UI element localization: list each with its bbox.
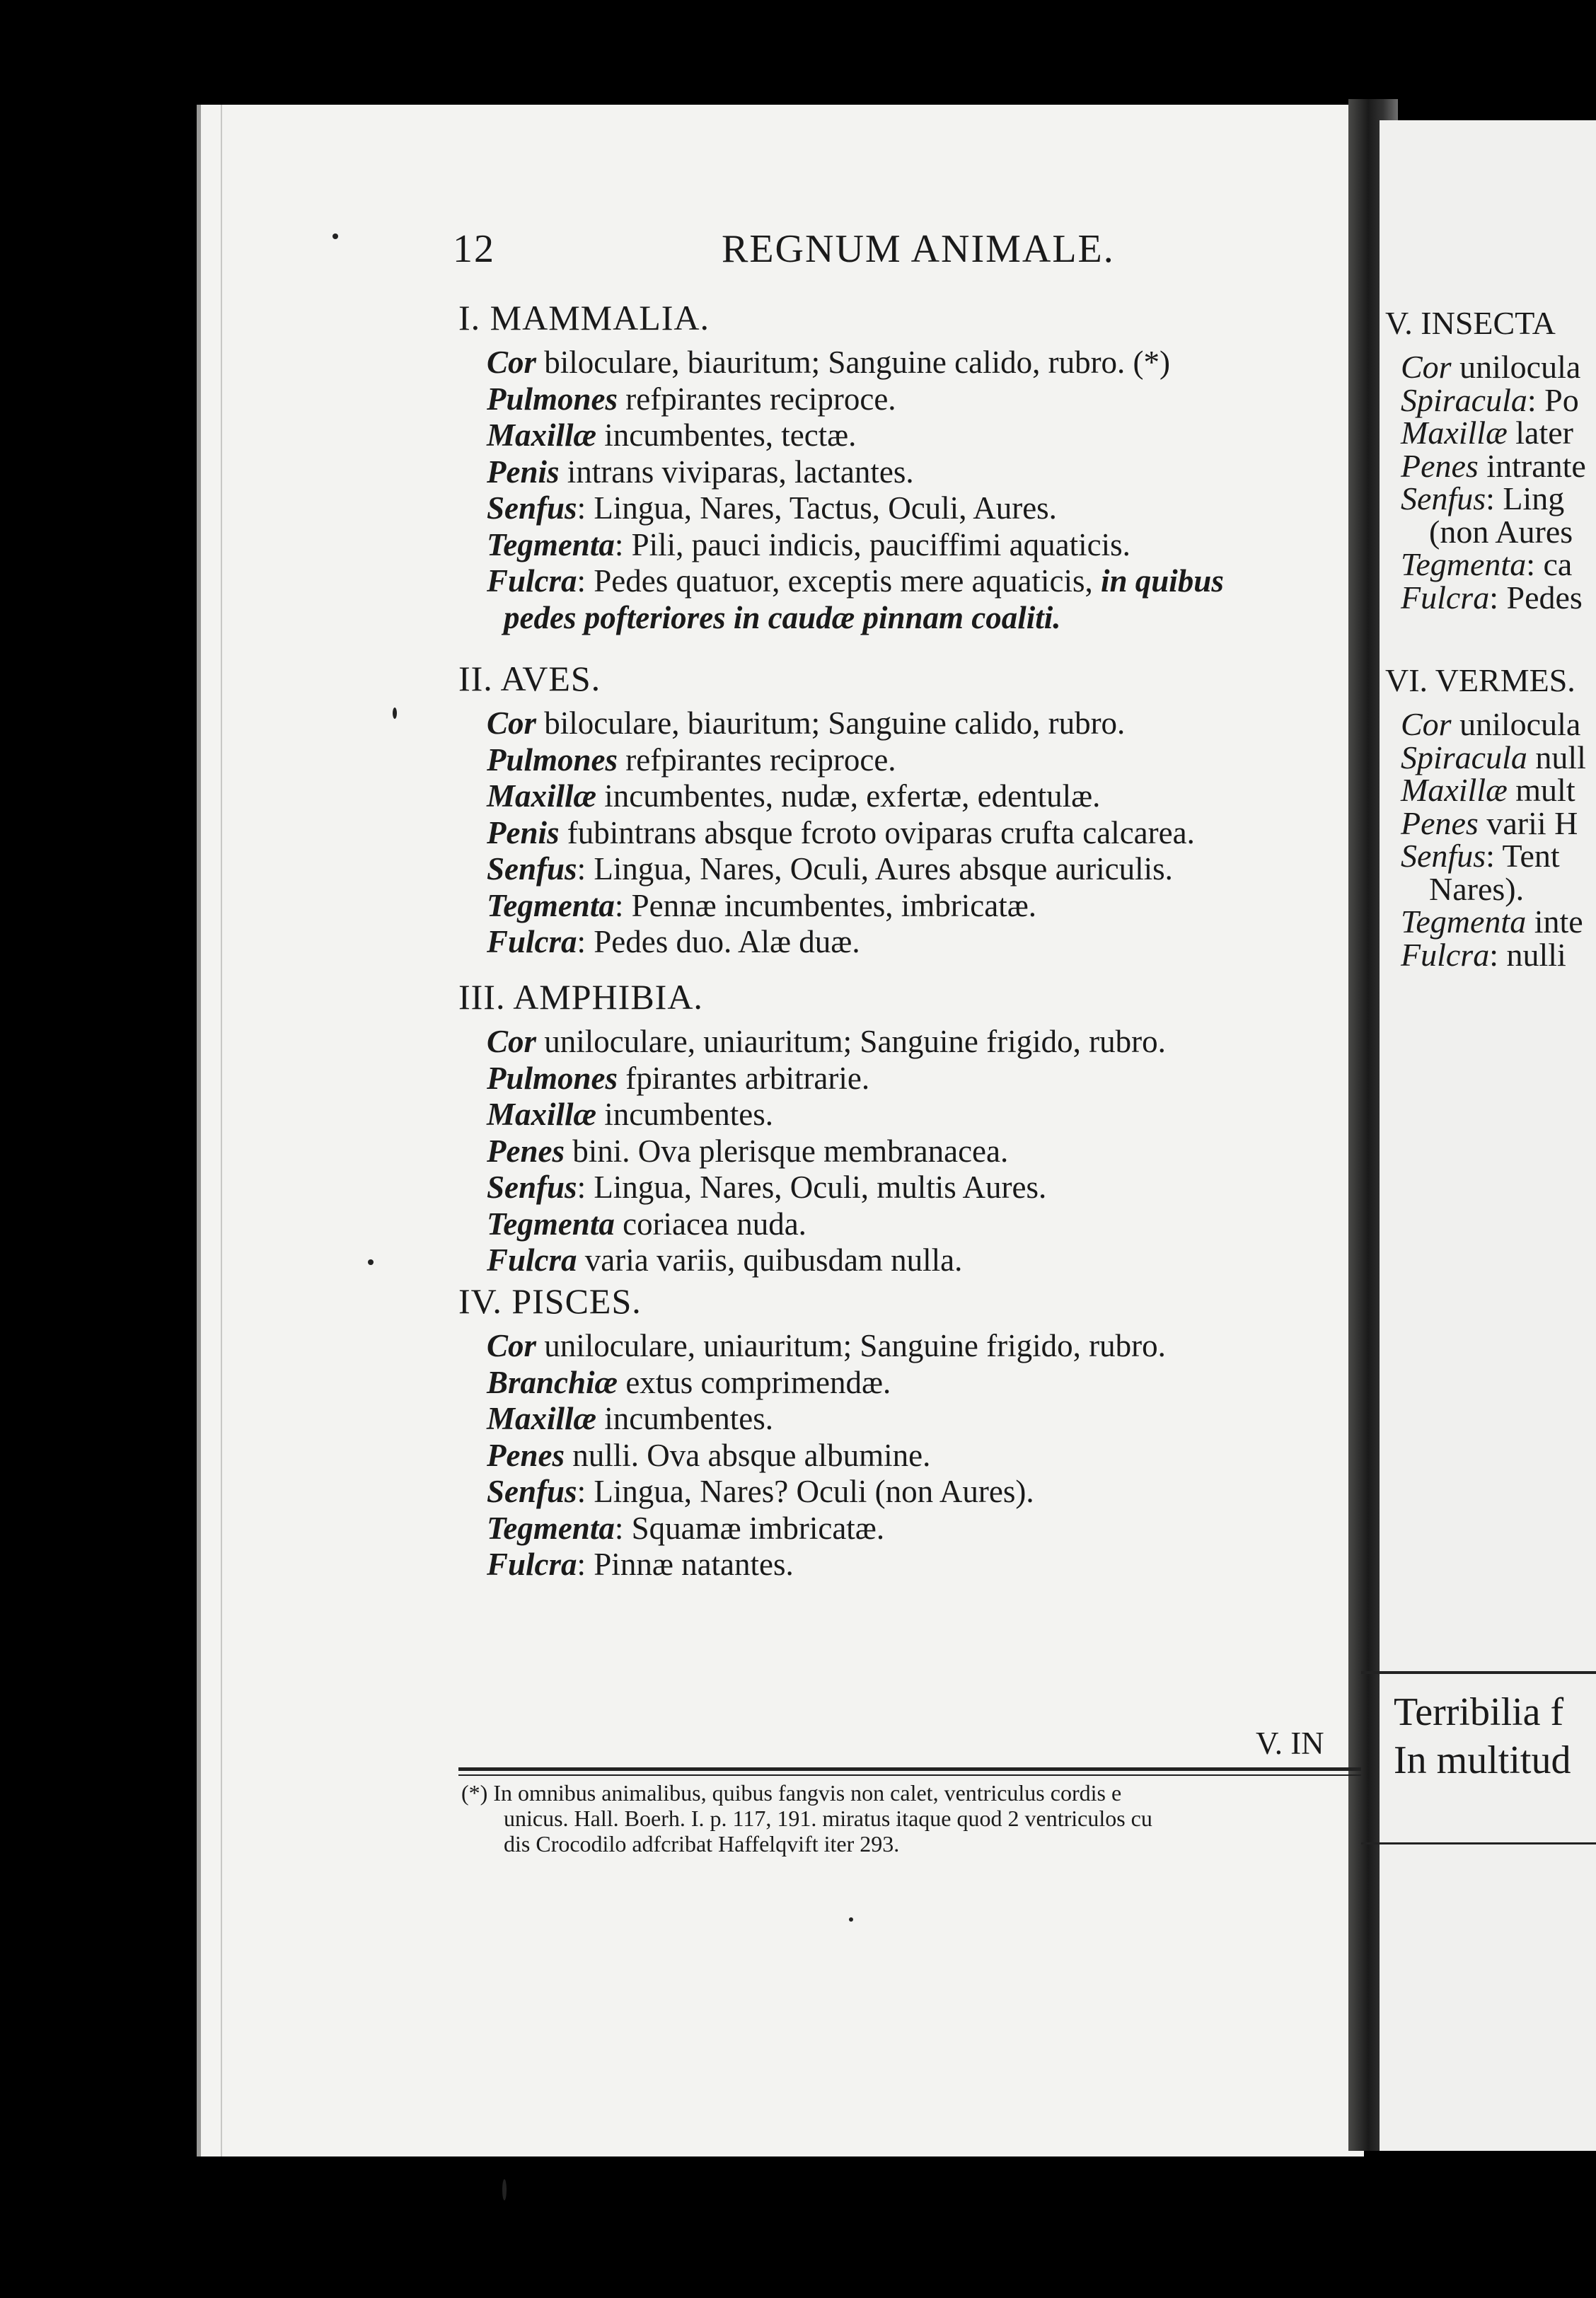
keyword: Cor bbox=[487, 345, 537, 380]
text-line bbox=[487, 1096, 773, 1133]
page-speck bbox=[332, 233, 338, 239]
line-text: biloculare, biauritum; Sanguine calido, rubro. bbox=[536, 705, 1126, 741]
right-keyword: Cor bbox=[1401, 349, 1452, 385]
right-keyword: Tegmenta bbox=[1401, 903, 1527, 940]
keyword: Maxillæ bbox=[487, 417, 597, 453]
line-text: : Squamæ imbricatæ. bbox=[614, 1510, 885, 1546]
text-line bbox=[487, 850, 1173, 887]
keyword: Tegmenta bbox=[487, 1510, 615, 1546]
right-keyword: Fulcra bbox=[1401, 936, 1490, 973]
right-keyword: Maxillæ bbox=[1401, 415, 1508, 451]
line-text: : Pedes quatuor, exceptis mere aquaticis, bbox=[577, 563, 1101, 599]
line-text: : Lingua, Nares, Tactus, Oculi, Aures. bbox=[577, 490, 1057, 526]
line-text: uniloculare, uniauritum; Sanguine frigido, rubro. bbox=[536, 1328, 1166, 1363]
right-line-text: mult bbox=[1507, 772, 1575, 808]
line-text: fubintrans absque fcroto oviparas crufta calcarea. bbox=[559, 814, 1195, 850]
keyword: Senfus bbox=[487, 851, 577, 887]
section-heading: III. AMPHIBIA. bbox=[458, 977, 703, 1017]
line-text: varia variis, quibusdam nulla. bbox=[577, 1242, 963, 1278]
right-line-text: inte bbox=[1526, 903, 1583, 940]
keyword: Pulmones bbox=[487, 741, 618, 778]
line-text: : Lingua, Nares? Oculi (non Aures). bbox=[577, 1474, 1034, 1509]
text-line bbox=[487, 705, 1125, 741]
right-keyword: Maxillæ bbox=[1401, 772, 1508, 808]
line-text: : Pinnæ natantes. bbox=[577, 1547, 794, 1582]
right-line-text: later bbox=[1507, 415, 1573, 451]
right-footnote-rule-bottom bbox=[1361, 1842, 1596, 1844]
keyword: Branchiæ bbox=[487, 1364, 618, 1400]
line-text: incumbentes, tectæ. bbox=[596, 417, 857, 453]
text-line bbox=[487, 1023, 1166, 1060]
right-keyword: Tegmenta bbox=[1401, 546, 1527, 582]
text-line bbox=[487, 1169, 1046, 1206]
text-line bbox=[487, 1242, 962, 1278]
text-line bbox=[487, 490, 1057, 526]
footnote-line: unicus. Hall. Boerh. I. p. 117, 191. miratus itaque quod 2 ventriculos cu bbox=[504, 1806, 1152, 1831]
keyword: Pulmones bbox=[487, 1060, 618, 1096]
text-line bbox=[487, 923, 860, 960]
text-line bbox=[487, 562, 1224, 599]
text-line bbox=[487, 1400, 773, 1437]
right-footnote-rule bbox=[1361, 1671, 1596, 1674]
right-text-line bbox=[1401, 837, 1560, 874]
text-line bbox=[487, 778, 1100, 814]
line-italic-tail: in quibus bbox=[1101, 563, 1224, 599]
text-line bbox=[487, 344, 1170, 381]
keyword: Tegmenta bbox=[487, 1206, 615, 1242]
right-keyword: Spiracula bbox=[1401, 739, 1527, 775]
section-heading: I. MAMMALIA. bbox=[458, 298, 710, 337]
right-line-text: : Ling bbox=[1486, 480, 1565, 516]
right-text-line bbox=[1401, 804, 1578, 842]
line-text: : Lingua, Nares, Oculi, multis Aures. bbox=[577, 1170, 1047, 1205]
right-section-heading: V. INSECTA bbox=[1385, 305, 1556, 341]
keyword: Cor bbox=[487, 1328, 537, 1363]
text-line bbox=[487, 1437, 930, 1474]
line-text: uniloculare, uniauritum; Sanguine frigido, rubro. bbox=[536, 1024, 1166, 1059]
line-text: refpirantes reciproce. bbox=[618, 741, 896, 778]
keyword: Cor bbox=[487, 705, 537, 741]
right-text-line bbox=[1401, 936, 1566, 974]
right-keyword: Senfus bbox=[1401, 838, 1486, 874]
text-line bbox=[487, 454, 914, 490]
running-head: REGNUM ANIMALE. bbox=[722, 227, 1115, 271]
right-text-line bbox=[1401, 545, 1572, 583]
keyword: Tegmenta bbox=[487, 526, 615, 562]
keyword: Pulmones bbox=[487, 381, 618, 417]
right-text-line bbox=[1401, 903, 1583, 940]
text-line bbox=[487, 1060, 869, 1097]
section-heading: II. AVES. bbox=[458, 659, 601, 698]
text-line bbox=[487, 526, 1130, 563]
keyword: Senfus bbox=[487, 1474, 577, 1509]
keyword: Senfus bbox=[487, 1170, 577, 1205]
footnote-line: (*) In omnibus animalibus, quibus fangvis non calet, ventriculus cordis e bbox=[461, 1780, 1122, 1806]
text-line bbox=[487, 1206, 806, 1242]
line-text: biloculare, biauritum; Sanguine calido, rubro. (*) bbox=[536, 345, 1171, 380]
right-text-line bbox=[1401, 705, 1580, 743]
right-text-line bbox=[1401, 381, 1579, 419]
keyword: Fulcra bbox=[487, 563, 577, 599]
line-text: : Lingua, Nares, Oculi, Aures absque auriculis. bbox=[577, 851, 1173, 887]
footnote-line: dis Crocodilo adfcribat Haffelqvift iter 293. bbox=[504, 1831, 900, 1857]
right-line-text: : Tent bbox=[1486, 838, 1560, 874]
line-text: : Pennæ incumbentes, imbricatæ. bbox=[614, 887, 1037, 923]
keyword: Tegmenta bbox=[487, 887, 615, 923]
right-text-line bbox=[1401, 579, 1583, 616]
line-text: coriacea nuda. bbox=[614, 1206, 806, 1242]
line-text: incumbentes, nudæ, exfertæ, edentulæ. bbox=[596, 778, 1101, 814]
right-text-line bbox=[1401, 771, 1575, 809]
right-text-line bbox=[1429, 513, 1573, 550]
footnote-rule bbox=[458, 1767, 1361, 1771]
right-text-line bbox=[1401, 447, 1586, 485]
page-speck bbox=[849, 1917, 853, 1922]
right-line-text: unilocula bbox=[1451, 349, 1581, 385]
right-line-text: null bbox=[1527, 739, 1586, 775]
right-footnote-line: In multitud bbox=[1394, 1738, 1571, 1782]
text-line bbox=[487, 1327, 1166, 1364]
keyword: Penis bbox=[487, 814, 560, 850]
line-text: incumbentes. bbox=[596, 1401, 773, 1436]
right-keyword: Senfus bbox=[1401, 480, 1486, 516]
right-line-text: : ca bbox=[1526, 546, 1573, 582]
right-section-heading: VI. VERMES. bbox=[1385, 662, 1575, 698]
line-text: : Pili, pauci indicis, pauciffimi aquaticis. bbox=[614, 526, 1130, 562]
keyword: Fulcra bbox=[487, 924, 577, 959]
line-text: : Pedes duo. Alæ duæ. bbox=[577, 924, 860, 959]
text-line bbox=[487, 1364, 891, 1401]
keyword: Penis bbox=[487, 454, 560, 490]
right-footnote-line: Terribilia f bbox=[1394, 1690, 1564, 1734]
text-line bbox=[487, 814, 1195, 851]
right-line-text: varii H bbox=[1478, 804, 1578, 841]
text-line bbox=[487, 381, 896, 417]
keyword: Fulcra bbox=[487, 1547, 577, 1582]
page-speck bbox=[502, 2179, 507, 2200]
keyword: Senfus bbox=[487, 490, 577, 526]
right-keyword: Cor bbox=[1401, 706, 1452, 742]
text-line bbox=[487, 741, 896, 778]
right-keyword: Penes bbox=[1401, 804, 1479, 841]
catchword: V. IN bbox=[1256, 1726, 1324, 1761]
right-line-text: (non Aures bbox=[1429, 513, 1573, 550]
line-text: fpirantes arbitrarie. bbox=[618, 1060, 870, 1096]
keyword: Cor bbox=[487, 1024, 537, 1059]
page-speck bbox=[393, 708, 397, 719]
text-line bbox=[487, 417, 856, 454]
text-line bbox=[504, 599, 1061, 636]
section-heading: IV. PISCES. bbox=[458, 1281, 642, 1321]
keyword: Fulcra bbox=[487, 1242, 577, 1278]
right-line-text: intrante bbox=[1478, 447, 1586, 484]
line-italic-tail: pedes pofteriores in caudæ pinnam coaliti. bbox=[504, 599, 1061, 635]
right-line-text: unilocula bbox=[1451, 706, 1581, 742]
keyword: Penes bbox=[487, 1437, 565, 1473]
text-line bbox=[487, 1546, 794, 1583]
line-text: extus comprimendæ. bbox=[618, 1364, 891, 1400]
right-line-text: : nulli bbox=[1489, 936, 1566, 973]
right-text-line bbox=[1401, 348, 1580, 386]
keyword: Maxillæ bbox=[487, 1401, 597, 1436]
text-line bbox=[487, 1510, 884, 1547]
right-keyword: Fulcra bbox=[1401, 579, 1490, 616]
right-text-line bbox=[1401, 414, 1573, 451]
line-text: bini. Ova plerisque membranacea. bbox=[564, 1133, 1009, 1169]
footnote-rule-thin bbox=[458, 1774, 1361, 1776]
page-number: 12 bbox=[453, 227, 495, 271]
keyword: Maxillæ bbox=[487, 1097, 597, 1132]
right-keyword: Spiracula bbox=[1401, 381, 1527, 418]
page-speck bbox=[368, 1259, 374, 1265]
text-line bbox=[487, 1473, 1034, 1510]
right-line-text: : Po bbox=[1527, 381, 1579, 418]
right-line-text: Nares). bbox=[1429, 870, 1525, 907]
right-keyword: Penes bbox=[1401, 447, 1479, 484]
right-text-line bbox=[1429, 870, 1524, 908]
line-text: nulli. Ova absque albumine. bbox=[564, 1437, 931, 1473]
keyword: Maxillæ bbox=[487, 778, 597, 814]
text-line bbox=[487, 887, 1036, 924]
text-line bbox=[487, 1133, 1008, 1170]
right-line-text: : Pedes bbox=[1489, 579, 1583, 616]
line-text: intrans viviparas, lactantes. bbox=[559, 454, 914, 490]
line-text: incumbentes. bbox=[596, 1097, 773, 1132]
keyword: Penes bbox=[487, 1133, 565, 1169]
right-text-line bbox=[1401, 480, 1564, 517]
line-text: refpirantes reciproce. bbox=[618, 381, 896, 417]
right-text-line bbox=[1401, 739, 1586, 776]
